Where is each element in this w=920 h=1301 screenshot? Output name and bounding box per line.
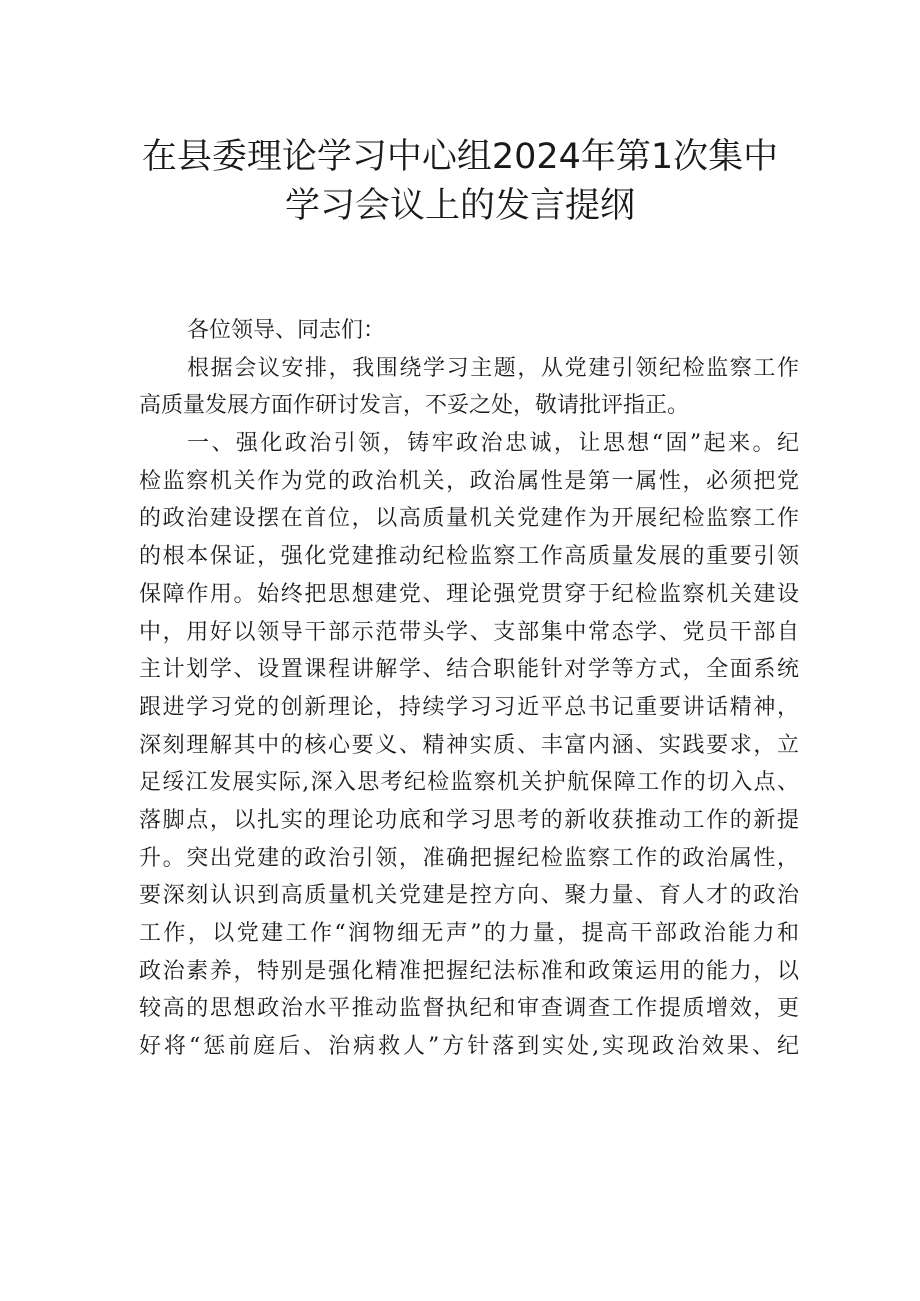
paragraph-line: 要深刻认识到高质量机关党建是控方向、聚力量、育人才的政治 xyxy=(139,883,799,909)
paragraph-line: 的政治建设摆在首位，以高质量机关党建作为开展纪检监察工作 xyxy=(139,506,799,532)
paragraph-line: 一、强化政治引领，铸牢政治忠诚，让思想“固”起来。纪 xyxy=(187,431,799,457)
paragraph-line: 工作，以党建工作“润物细无声”的力量，提高干部政治能力和 xyxy=(139,921,799,946)
paragraph-line: 高质量发展方面作研讨发言，不妥之处，敬请批评指正。 xyxy=(139,393,690,419)
paragraph-line: 落脚点，以扎实的理论功底和学习思考的新收获推动工作的新提 xyxy=(139,807,799,833)
paragraph-line: 深刻理解其中的核心要义、精神实质、丰富内涵、实践要求，立 xyxy=(139,732,799,758)
paragraph-line: 升。突出党建的政治引领，准确把握纪检监察工作的政治属性， xyxy=(139,845,799,871)
paragraph-line: 保障作用。始终把思想建党、理论强党贯穿于纪检监察机关建设 xyxy=(139,581,799,607)
paragraph-line: 主计划学、设置课程讲解学、结合职能针对学等方式，全面系统 xyxy=(139,657,799,683)
paragraph-line: 较高的思想政治水平推动监督执纪和审查调查工作提质增效，更 xyxy=(139,996,799,1022)
paragraph-line: 根据会议安排，我围绕学习主题，从党建引领纪检监察工作 xyxy=(187,355,799,381)
document-body xyxy=(139,312,799,1066)
paragraph-line: 足绥江发展实际,深入思考纪检监察机关护航保障工作的切入点、 xyxy=(139,770,799,796)
document-title-line-2: 学习会议上的发言提纲 xyxy=(284,186,635,226)
paragraph-line: 好将“惩前庭后、治病救人”方针落到实处,实现政治效果、纪 xyxy=(139,1034,799,1060)
paragraph-line: 检监察机关作为党的政治机关，政治属性是第一属性，必须把党 xyxy=(139,468,799,494)
document-title-line-1: 在县委理论学习中心组2024年第1次集中 xyxy=(141,137,779,177)
paragraph-line: 的根本保证，强化党建推动纪检监察工作高质量发展的重要引领 xyxy=(139,544,799,570)
paragraph-line: 跟进学习党的创新理论，持续学习习近平总书记重要讲话精神， xyxy=(139,694,799,720)
paragraph-line: 中，用好以领导干部示范带头学、支部集中常态学、党员干部自 xyxy=(139,619,799,645)
salutation: 各位领导、同志们： xyxy=(187,318,386,343)
paragraph-line: 政治素养，特别是强化精准把握纪法标准和政策运用的能力，以 xyxy=(139,958,799,984)
